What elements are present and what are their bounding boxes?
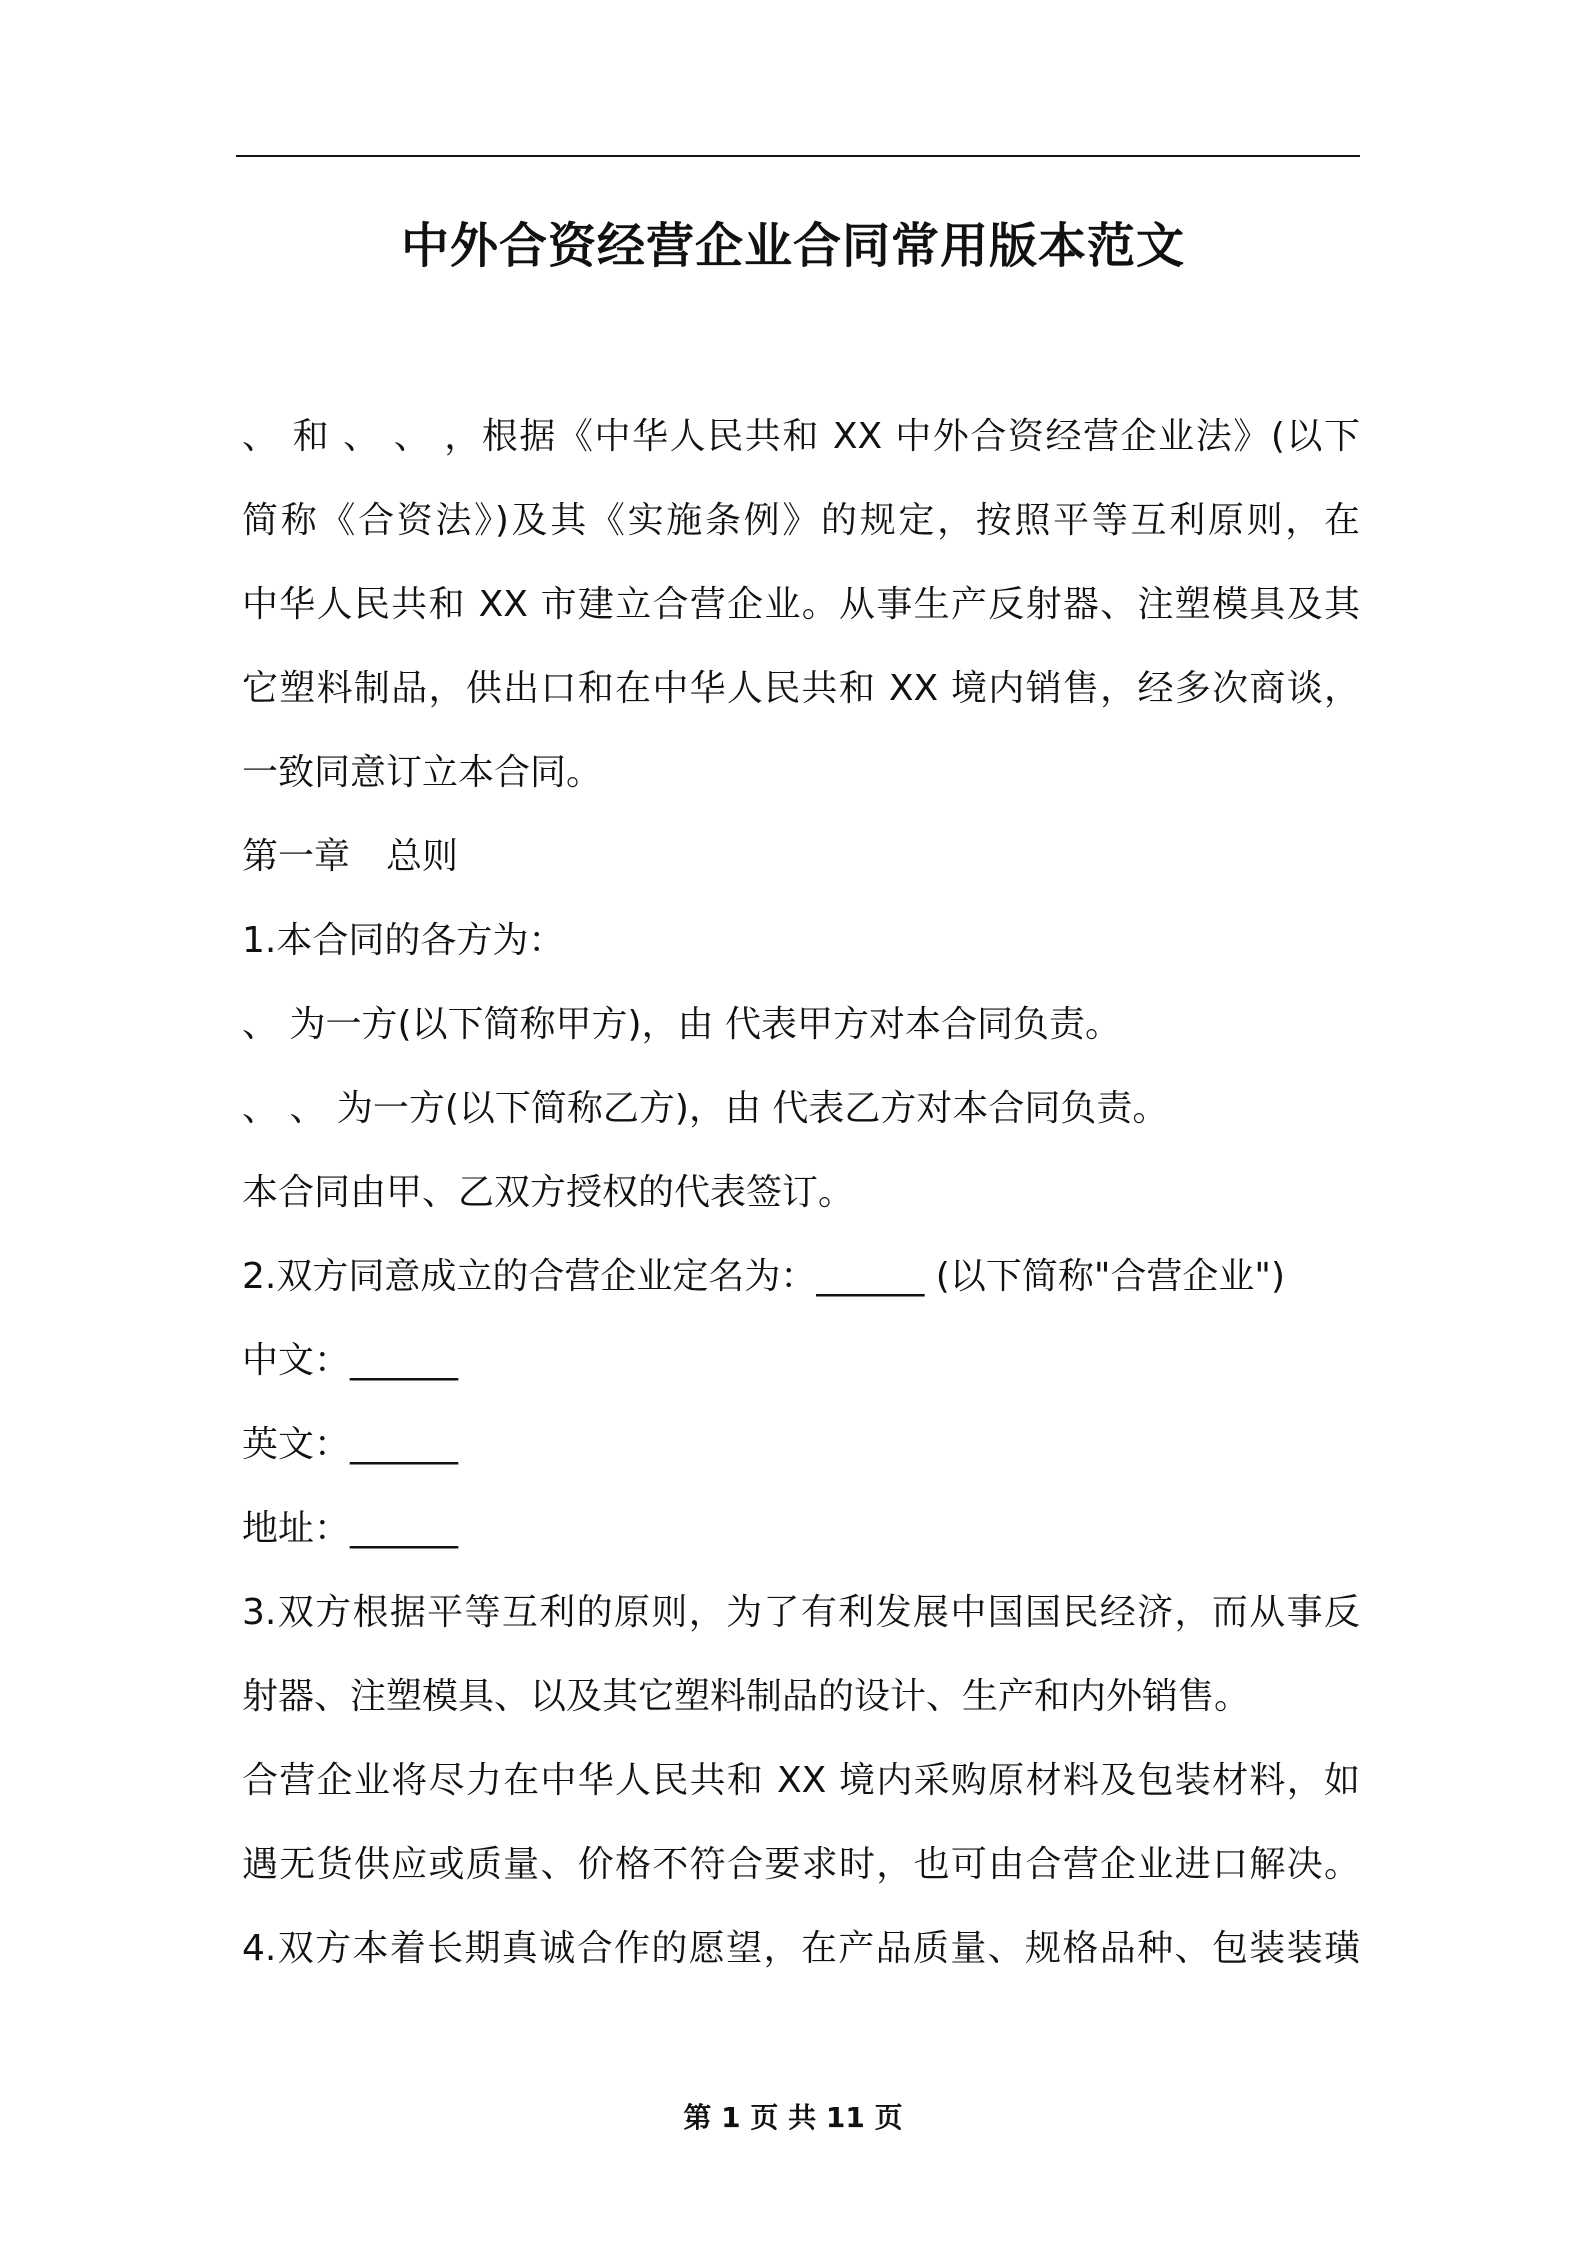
body-line: 2.双方同意成立的合营企业定名为：______ (以下简称"合营企业") [242,1256,1285,1297]
field-line: 中文：______ [242,1340,459,1381]
body-line: 、 、 为一方(以下简称乙方)，由 代表乙方对本合同负责。 [242,1088,1169,1129]
body-line: 1.本合同的各方为： [242,920,565,961]
chapter-heading: 第一章 总则 [242,836,459,877]
body-line: 4.双方本着长期真诚合作的愿望，在产品质量、规格品种、包装装璜 [242,1928,1360,1969]
body-line: 一致同意订立本合同。 [242,752,603,793]
body-line: 本合同由甲、乙双方授权的代表签订。 [242,1172,855,1213]
document-title: 中外合资经营企业合同常用版本范文 [400,218,1185,274]
field-line: 英文：______ [242,1424,459,1465]
body-line: 它塑料制品，供出口和在中华人民共和 XX 境内销售，经多次商谈， [242,668,1360,709]
body-line: 中华人民共和 XX 市建立合营企业。从事生产反射器、注塑模具及其 [242,584,1360,625]
body-line: 、 和 、 、 ，根据《中华人民共和 XX 中外合资经营企业法》(以下 [242,416,1360,457]
body-line: 简称《合资法》)及其《实施条例》的规定，按照平等互利原则，在 [242,500,1360,541]
body-line: 、 为一方(以下简称甲方)，由 代表甲方对本合同负责。 [242,1004,1121,1045]
body-line: 3.双方根据平等互利的原则，为了有利发展中国国民经济，而从事反 [242,1592,1360,1633]
body-line: 遇无货供应或质量、价格不符合要求时，也可由合营企业进口解决。 [242,1844,1360,1885]
header-rule [236,155,1360,157]
page-footer: 第 1 页 共 11 页 [683,2101,903,2134]
body-line: 射器、注塑模具、以及其它塑料制品的设计、生产和内外销售。 [242,1676,1251,1717]
field-line: 地址：______ [242,1508,459,1549]
body-line: 合营企业将尽力在中华人民共和 XX 境内采购原材料及包装材料，如 [242,1760,1360,1801]
